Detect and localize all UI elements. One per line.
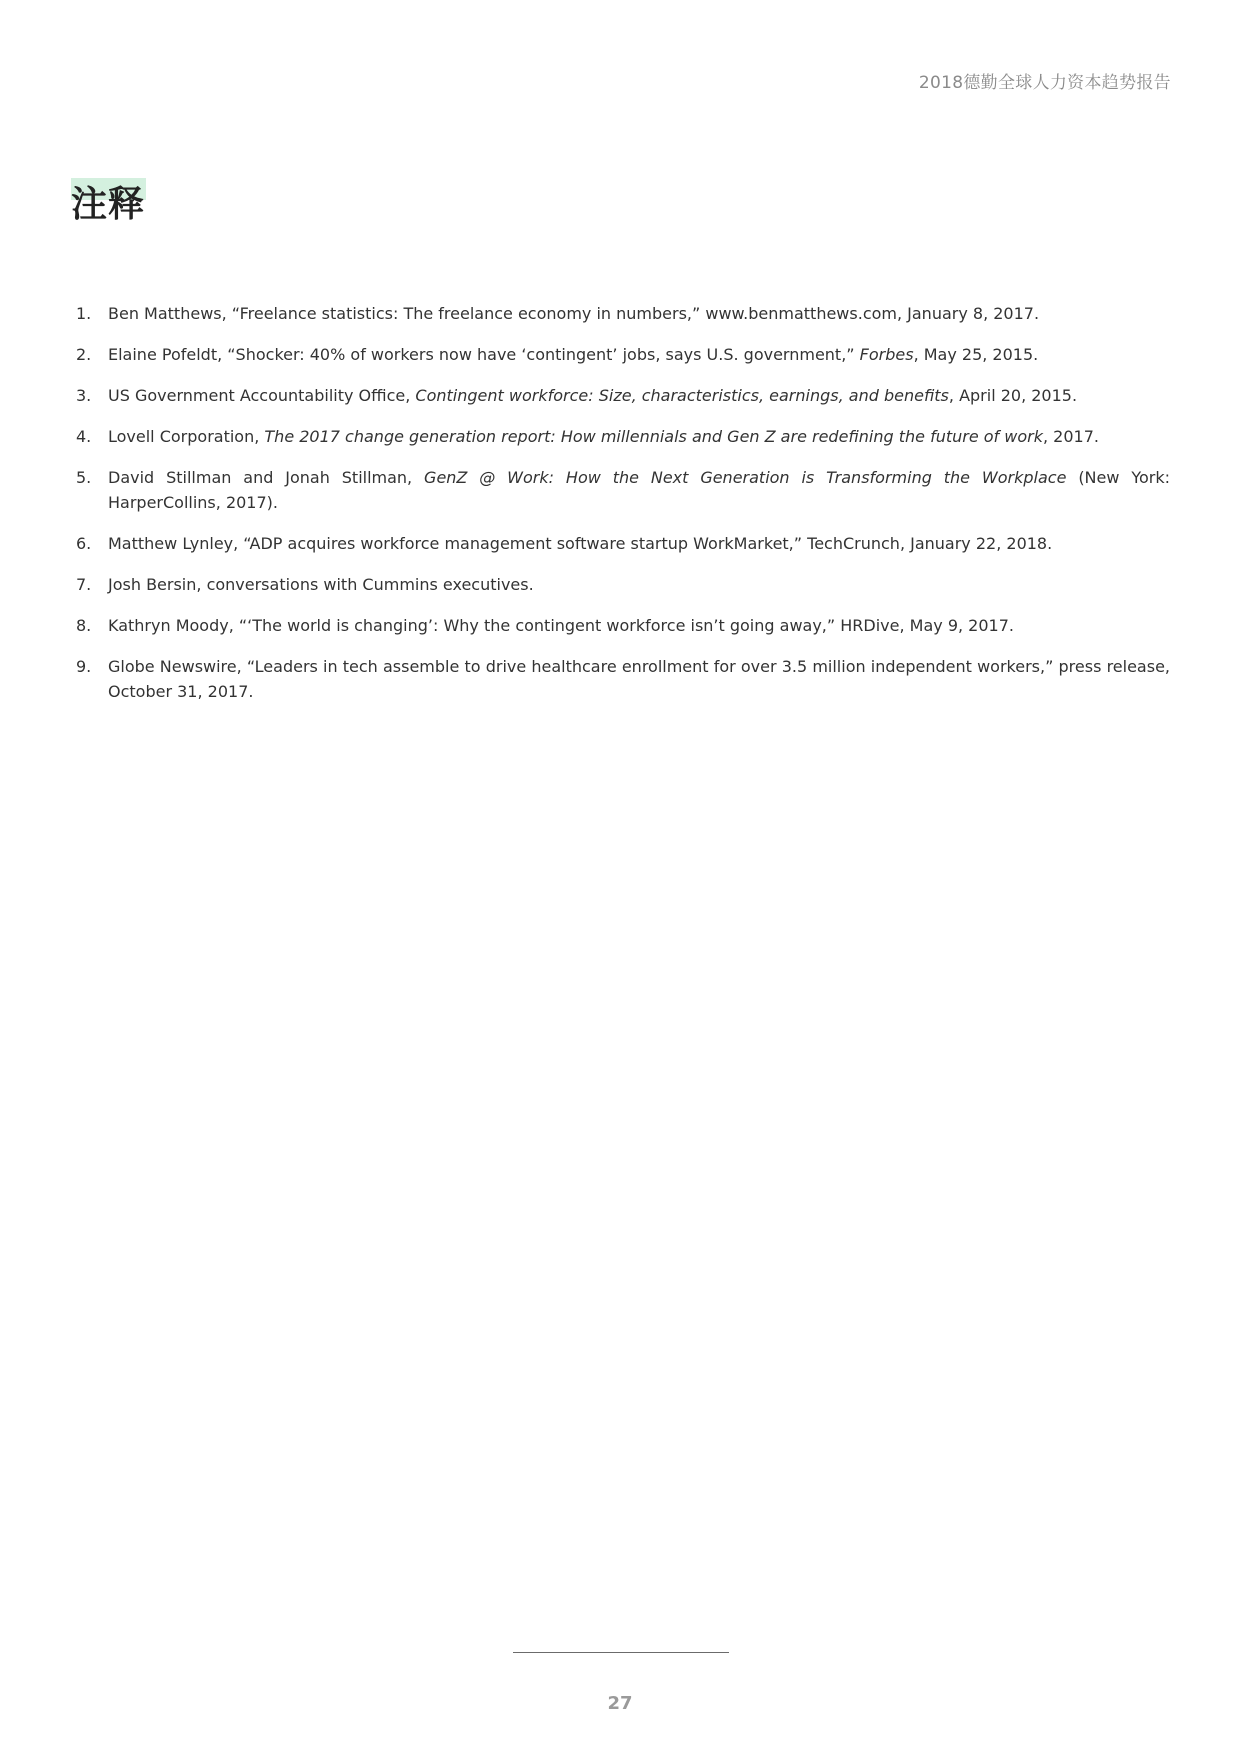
note-text: Ben Matthews, “Freelance statistics: The freelance economy in numbers,” www.benmatthews.com, January 8, 2017. — [108, 304, 1040, 323]
note-item — [76, 383, 1170, 408]
note-number: 4. — [76, 427, 92, 446]
note-item — [76, 301, 1170, 326]
note-number: 2. — [76, 345, 92, 364]
note-number: 9. — [76, 657, 92, 676]
note-text: Josh Bersin, conversations with Cummins executives. — [108, 575, 534, 594]
note-item — [76, 572, 1170, 597]
note-text: Kathryn Moody, “‘The world is changing’: Why the contingent workforce isn’t going away,” HRDive, May 9, 2017. — [108, 616, 1014, 635]
note-number: 5. — [76, 468, 92, 487]
page-number: 27 — [607, 1693, 633, 1714]
note-number: 8. — [76, 616, 92, 635]
note-text: US Government Accountability Office, Contingent workforce: Size, characteristics, earnings, and benefits, April 20, 2015. — [108, 386, 1078, 405]
note-text: Matthew Lynley, “ADP acquires workforce management software startup WorkMarket,” TechCrunch, January 22, 2018. — [108, 534, 1053, 553]
note-text: Globe Newswire, “Leaders in tech assemble to drive healthcare enrollment for over 3.5 million independent workers,” press release, October 31, 2017. — [108, 657, 1170, 701]
note-item — [76, 424, 1170, 449]
note-text: David Stillman and Jonah Stillman, GenZ @ Work: How the Next Generation is Transforming the Workplace (New York: HarperCollins, 2017). — [108, 468, 1171, 512]
note-number: 6. — [76, 534, 92, 553]
section-title: 注释 — [71, 184, 146, 225]
running-header: 2018德勤全球人力资本趋势报告 — [918, 73, 1171, 93]
note-number: 7. — [76, 575, 92, 594]
italic-title: Contingent workforce: Size, characteristics, earnings, and benefits — [415, 386, 949, 405]
note-item — [76, 613, 1170, 638]
note-text: Lovell Corporation, The 2017 change generation report: How millennials and Gen Z are redefining the future of work, 2017. — [108, 427, 1099, 446]
section-heading — [71, 176, 145, 234]
note-item — [76, 531, 1170, 556]
note-item — [76, 654, 1170, 704]
note-item — [76, 465, 1170, 515]
note-number: 3. — [76, 386, 92, 405]
notes-list — [76, 301, 1170, 720]
italic-title: The 2017 change generation report: How millennials and Gen Z are redefining the future of work — [264, 427, 1043, 446]
note-text: Elaine Pofeldt, “Shocker: 40% of workers now have ‘contingent’ jobs, says U.S. government,” Forbes, May 25, 2015. — [108, 345, 1039, 364]
italic-title: Forbes — [859, 345, 914, 364]
note-number: 1. — [76, 304, 92, 323]
note-item — [76, 342, 1170, 367]
footer-divider — [513, 1652, 729, 1653]
italic-title: GenZ @ Work: How the Next Generation is Transforming the Workplace — [424, 468, 1067, 487]
